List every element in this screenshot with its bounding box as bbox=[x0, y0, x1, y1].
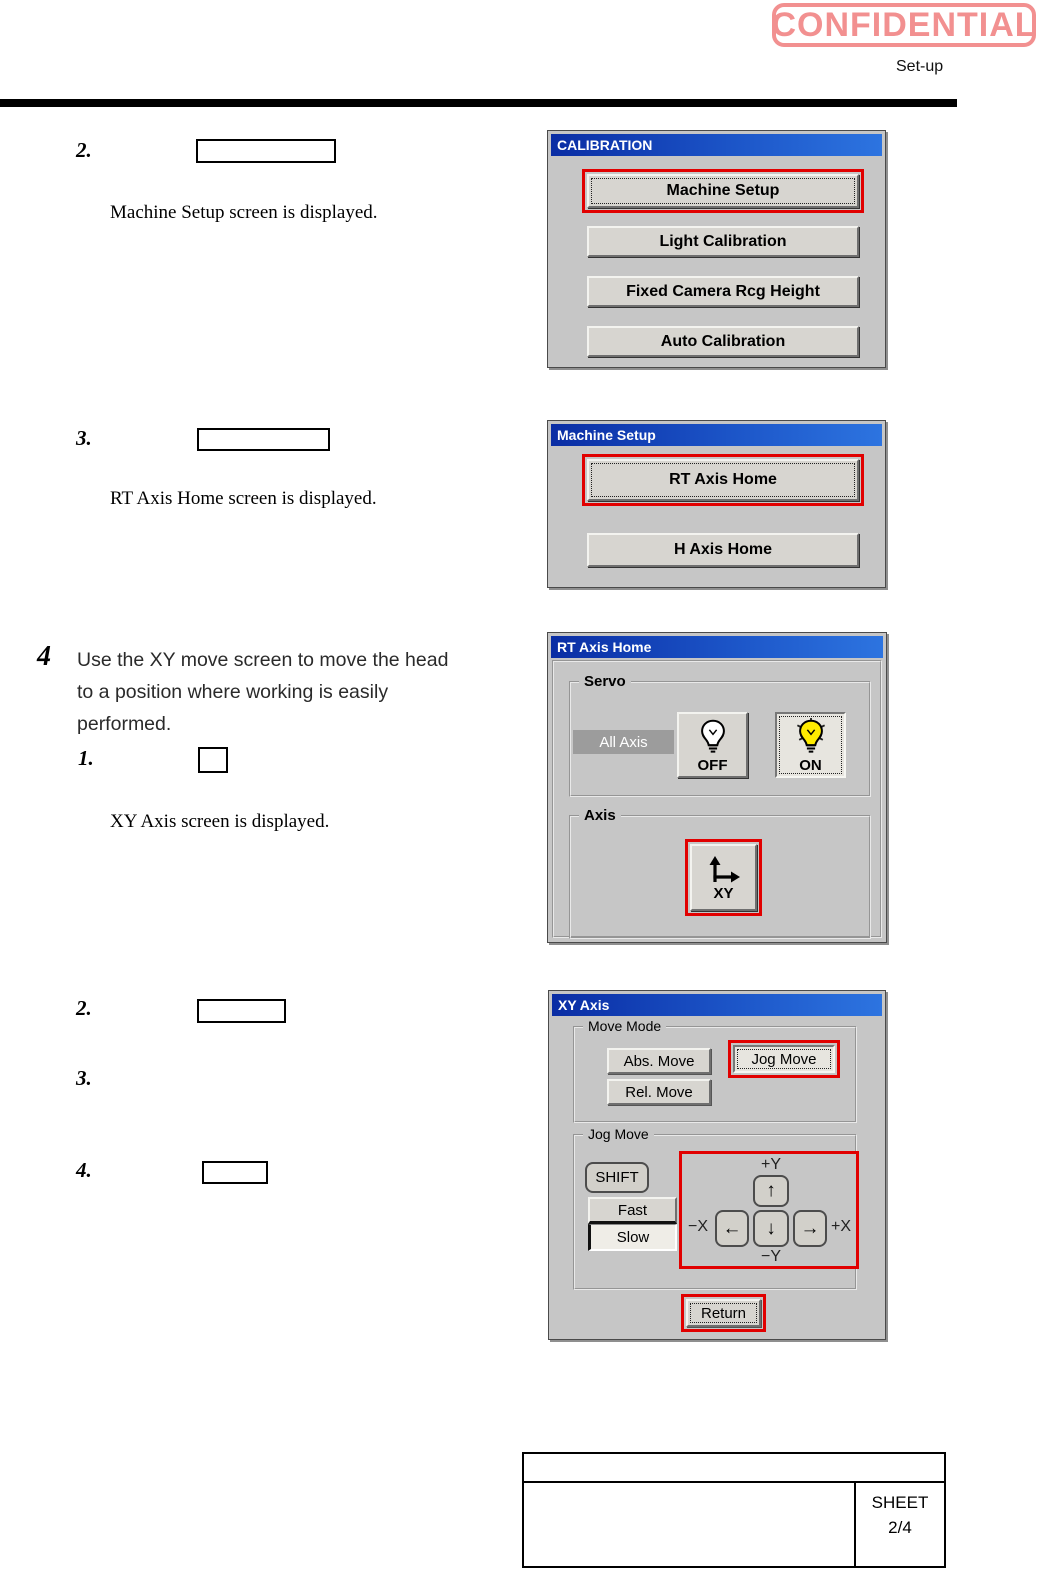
servo-on-button[interactable] bbox=[775, 712, 846, 778]
step4-text-line2: to a position where working is easily bbox=[77, 681, 389, 703]
highlight-machine-setup bbox=[582, 169, 864, 213]
jog-down-button[interactable]: ↓ bbox=[753, 1210, 789, 1247]
step4-number: 4 bbox=[37, 641, 51, 672]
confidential-stamp: CONFIDENTIAL bbox=[772, 3, 1036, 47]
step4-text-line1: Use the XY move screen to move the head bbox=[77, 649, 449, 671]
h-axis-home-button[interactable]: H Axis Home bbox=[587, 533, 859, 567]
rt-axis-home-window bbox=[547, 632, 887, 943]
return-button[interactable]: Return bbox=[686, 1299, 761, 1327]
footer-table bbox=[522, 1452, 946, 1568]
abs-move-button[interactable]: Abs. Move bbox=[607, 1048, 711, 1074]
rt-axis-home-button[interactable]: RT Axis Home bbox=[587, 459, 859, 501]
highlight-jog-pad bbox=[679, 1151, 859, 1269]
section-label: Set-up bbox=[896, 58, 944, 75]
step2-caption: Machine Setup screen is displayed. bbox=[110, 202, 378, 223]
all-axis-label: All Axis bbox=[573, 730, 674, 754]
minus-x-label: −X bbox=[688, 1218, 709, 1235]
shift-button[interactable]: SHIFT bbox=[585, 1162, 649, 1193]
plus-x-label: +X bbox=[831, 1218, 852, 1235]
rt-axis-home-titlebar: RT Axis Home bbox=[551, 636, 883, 658]
highlight-xy-button bbox=[685, 839, 762, 916]
axis-group-label: Axis bbox=[579, 807, 621, 824]
step2-number: 2. bbox=[76, 138, 92, 162]
servo-off-label: OFF bbox=[697, 757, 728, 774]
fixed-camera-rcg-height-button[interactable]: Fixed Camera Rcg Height bbox=[587, 276, 859, 307]
step3-redacted-box bbox=[197, 428, 330, 451]
jog-up-button[interactable]: ↑ bbox=[753, 1175, 789, 1207]
sub-step4-redacted-box bbox=[202, 1161, 268, 1184]
calibration-titlebar: CALIBRATION bbox=[551, 134, 882, 156]
xy-axis-button-label: XY bbox=[713, 884, 734, 902]
sub-step1-redacted-box bbox=[198, 747, 228, 773]
sub-step2-redacted-box bbox=[197, 999, 286, 1023]
move-mode-group-label: Move Mode bbox=[583, 1018, 666, 1034]
footer-table-top-row bbox=[524, 1454, 944, 1483]
jog-move-group-label: Jog Move bbox=[583, 1126, 654, 1142]
sub-step1-caption: XY Axis screen is displayed. bbox=[110, 811, 330, 832]
step4-text-line3: performed. bbox=[77, 713, 172, 735]
sub-step3-number: 3. bbox=[76, 1066, 92, 1090]
highlight-return bbox=[681, 1294, 766, 1332]
minus-y-label: −Y bbox=[760, 1248, 781, 1265]
highlight-rt-axis-home bbox=[582, 454, 864, 506]
step3-number: 3. bbox=[76, 426, 92, 450]
header-rule bbox=[0, 99, 957, 107]
light-calibration-button[interactable]: Light Calibration bbox=[587, 226, 859, 257]
machine-setup-window bbox=[547, 420, 886, 588]
highlight-jog-move bbox=[728, 1040, 840, 1078]
servo-group-label: Servo bbox=[579, 673, 631, 690]
sheet-number: 2/4 bbox=[888, 1518, 912, 1537]
footer-sheet-cell bbox=[854, 1483, 944, 1566]
xy-axis-window bbox=[548, 990, 886, 1340]
xy-axis-titlebar: XY Axis bbox=[552, 994, 882, 1016]
jog-move-button[interactable]: Jog Move bbox=[733, 1045, 835, 1073]
step2-redacted-box bbox=[196, 139, 336, 163]
machine-setup-button[interactable]: Machine Setup bbox=[587, 174, 859, 208]
sub-step1-number: 1. bbox=[78, 746, 94, 770]
machine-setup-titlebar: Machine Setup bbox=[551, 424, 882, 446]
auto-calibration-button[interactable]: Auto Calibration bbox=[587, 326, 859, 357]
sub-step4-number: 4. bbox=[76, 1158, 92, 1182]
jog-left-button[interactable]: ← bbox=[715, 1210, 749, 1247]
servo-on-label: ON bbox=[799, 757, 822, 774]
xy-axis-button[interactable] bbox=[690, 844, 757, 911]
servo-off-button[interactable] bbox=[677, 712, 748, 778]
sheet-label: SHEET bbox=[871, 1493, 929, 1512]
plus-y-label: +Y bbox=[760, 1156, 781, 1173]
calibration-window bbox=[547, 130, 886, 368]
sub-step2-number: 2. bbox=[76, 996, 92, 1020]
fast-button[interactable]: Fast bbox=[588, 1197, 677, 1224]
jog-right-button[interactable]: → bbox=[793, 1210, 827, 1247]
rel-move-button[interactable]: Rel. Move bbox=[607, 1079, 711, 1105]
step3-caption: RT Axis Home screen is displayed. bbox=[110, 488, 377, 509]
jog-direction-pad bbox=[684, 1156, 854, 1264]
slow-button[interactable]: Slow bbox=[588, 1224, 677, 1251]
